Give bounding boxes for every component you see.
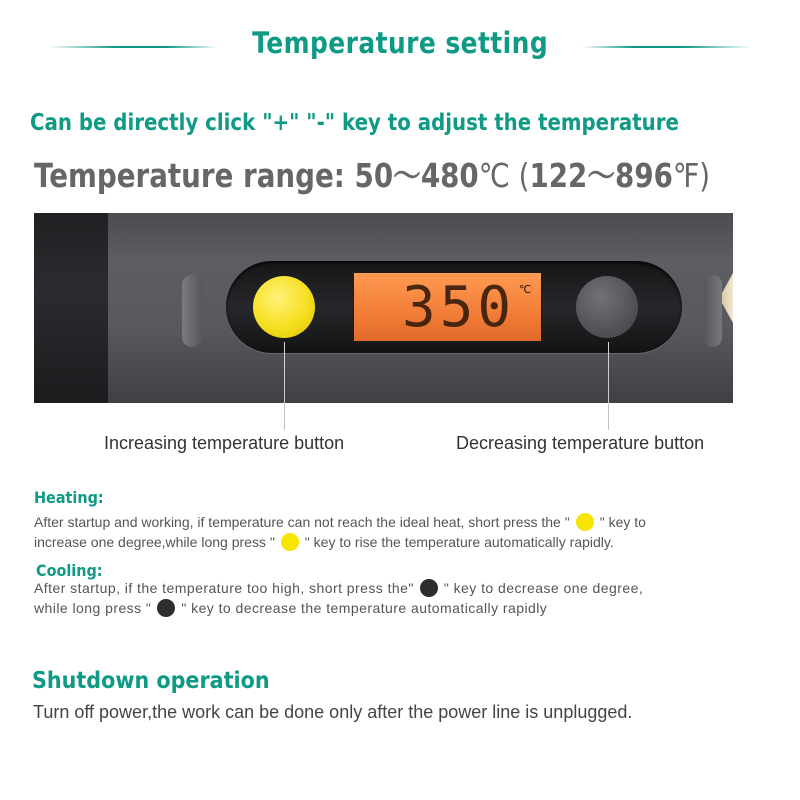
range-open-paren: ( (509, 156, 530, 195)
cooling-text-1b: " key to decrease one degree, (443, 580, 644, 596)
handle-endcap (34, 213, 108, 403)
shutdown-text: Turn off power,the work can be done only after the power line is unplugged. (33, 702, 633, 722)
control-panel (226, 261, 682, 353)
heating-line-1 (34, 512, 646, 532)
heating-line-2 (34, 532, 614, 552)
temperature-range (34, 150, 710, 197)
dark-button-icon (157, 599, 175, 617)
page-title: Temperature setting (251, 26, 548, 60)
range-celsius: 50～480 (354, 156, 479, 195)
decrease-temperature-button[interactable] (576, 276, 638, 338)
increase-callout-line (284, 342, 285, 430)
cooling-heading: Cooling: (36, 561, 103, 580)
subtitle: Can be directly click "+" "-" key to adjust the temperature (30, 110, 679, 136)
heating-text-2a: increase one degree,while long press " (34, 534, 275, 550)
display-unit: ℃ (519, 284, 532, 296)
range-fahrenheit-unit: ℉ (672, 156, 700, 195)
yellow-button-icon (281, 533, 299, 551)
cooling-text-1a: After startup, if the temperature too high, short press the" (34, 580, 414, 596)
display-value: 350 (402, 275, 516, 340)
heating-description (34, 512, 774, 556)
range-fahrenheit: 122～896 (529, 156, 673, 195)
handle-grip-left (182, 275, 202, 347)
increase-temperature-button[interactable] (253, 276, 315, 338)
yellow-button-icon (576, 513, 594, 531)
heating-text-1b: " key to (599, 514, 646, 530)
heating-text-1a: After startup and working, if temperature can not reach the ideal heat, short press the " (34, 514, 570, 530)
range-celsius-unit: ℃ (478, 156, 510, 195)
dark-button-icon (420, 579, 438, 597)
handle-grip-right (704, 275, 722, 347)
range-close-paren: ) (699, 156, 711, 195)
heating-text-2b: " key to rise the temperature automatically rapidly. (304, 534, 614, 550)
iron-tip (722, 273, 733, 323)
range-label: Temperature range: (34, 156, 345, 195)
heating-heading: Heating: (34, 488, 104, 507)
cooling-description (34, 578, 774, 622)
increase-button-label: Increasing temperature button (104, 433, 345, 453)
soldering-iron-handle (34, 213, 733, 403)
shutdown-heading: Shutdown operation (32, 668, 270, 694)
cooling-line-2 (34, 598, 547, 618)
temperature-display (353, 272, 542, 342)
decrease-callout-line (608, 342, 609, 430)
cooling-text-2a: while long press " (34, 600, 152, 616)
decrease-button-label: Decreasing temperature button (456, 433, 705, 453)
cooling-text-2b: " key to decrease the temperature automatically rapidly (181, 600, 548, 616)
cooling-line-1 (34, 578, 643, 598)
